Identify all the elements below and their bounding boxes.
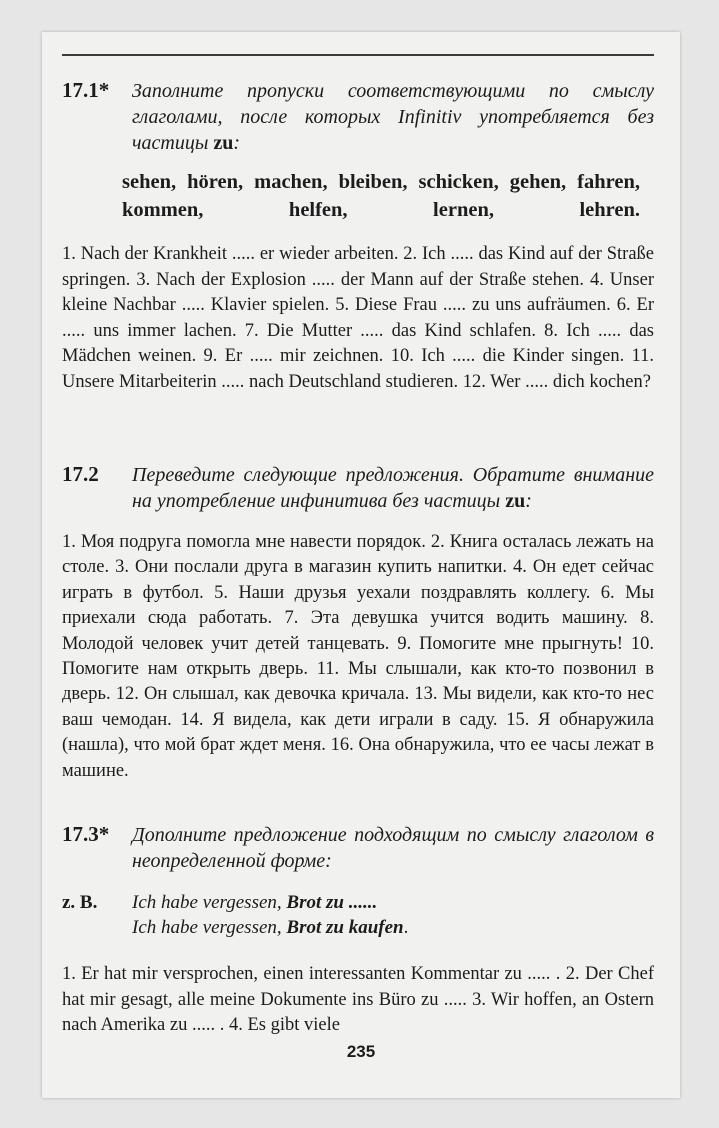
- book-page: [42, 32, 680, 1098]
- example-block: z. B. Ich habe vergessen, Brot zu ...... Ich habe vergessen, Brot zu kaufen.: [62, 892, 409, 938]
- exercise-17-2-header: [62, 462, 654, 514]
- exercise-17-1-text: 1. Nach der Krankheit ..... er wieder arbeiten. 2. Ich ..... das Kind auf der Straße springen. 3. Nach der Explosion ..... der Mann auf der Straße stehen. 4. Unser kleine Nachbar ..... Klavier spielen. 5. Diese Frau ..... zu uns aufräumen. 6. Er ..... uns immer lachen. 7. Die Mutter ..... das Kind schlafen. 8. Ich ..... das Mädchen weinen. 9. Er ..... mir zeichnen. 10. Ich ..... die Kinder singen. 11. Unsere Mitarbeiterin ..... nach Deutschland studieren. 12. Wer ..... dich kochen?: [62, 244, 654, 392]
- exercise-number: 17.3*: [62, 822, 110, 846]
- exercise-instruction: Дополните предложение подходящим по смыслу глаголом в неопределенной форме:: [132, 824, 654, 872]
- exercise-17-2-text: 1. Моя подруга помогла мне навести порядок. 2. Книга осталась лежать на столе. 3. Они послали друга в магазин купить напитки. 4. Он едет сейчас играть в футбол. 5. Наши друзья уехали поздравлять коллегу. 6. Мы приехали сюда работать. 7. Эта девушка учится водить машину. 8. Молодой человек учит детей танцевать. 9. Помогите мне прыгнуть! 10. Помогите нам открыть дверь. 11. Мы слышали, как кто-то позвонил в дверь. 12. Он слышал, как девочка кричала. 13. Мы видели, как кто-то нес ваш чемодан. 14. Я видела, как дети играли в саду. 15. Я обнаружила (нашла), что мой брат ждет меня. 16. Она обнаружила, что ее часы лежат в машине.: [62, 532, 654, 781]
- exercise-instruction: Переведите следующие предложения. Обратите внимание на употребление инфинитива без частицы zu:: [132, 464, 654, 512]
- verb-list: sehen, hören, machen, bleiben, schicken, gehen, fahren, kommen, helfen, lernen, lehren.: [122, 171, 640, 221]
- page-number: 235: [346, 1042, 376, 1061]
- exercise-17-1-header: [62, 78, 654, 156]
- example-label: z. B.: [62, 892, 98, 913]
- exercise-17-3-header: [62, 822, 654, 874]
- exercise-number: 17.2: [62, 462, 99, 486]
- exercise-instruction: Заполните пропуски соответствующими по смыслу глаголами, после которых Infinitiv употребляется без частицы zu:: [132, 80, 654, 154]
- exercise-17-3-text: 1. Er hat mir versprochen, einen interessanten Kommentar zu ..... . 2. Der Chef hat mir gesagt, alle meine Dokumente ins Büro zu ..... 3. Wir hoffen, an Ostern nach Amerika zu ..... . 4. Es gibt viele: [62, 964, 654, 1035]
- exercise-number: 17.1*: [62, 78, 110, 102]
- top-rule: [62, 54, 654, 56]
